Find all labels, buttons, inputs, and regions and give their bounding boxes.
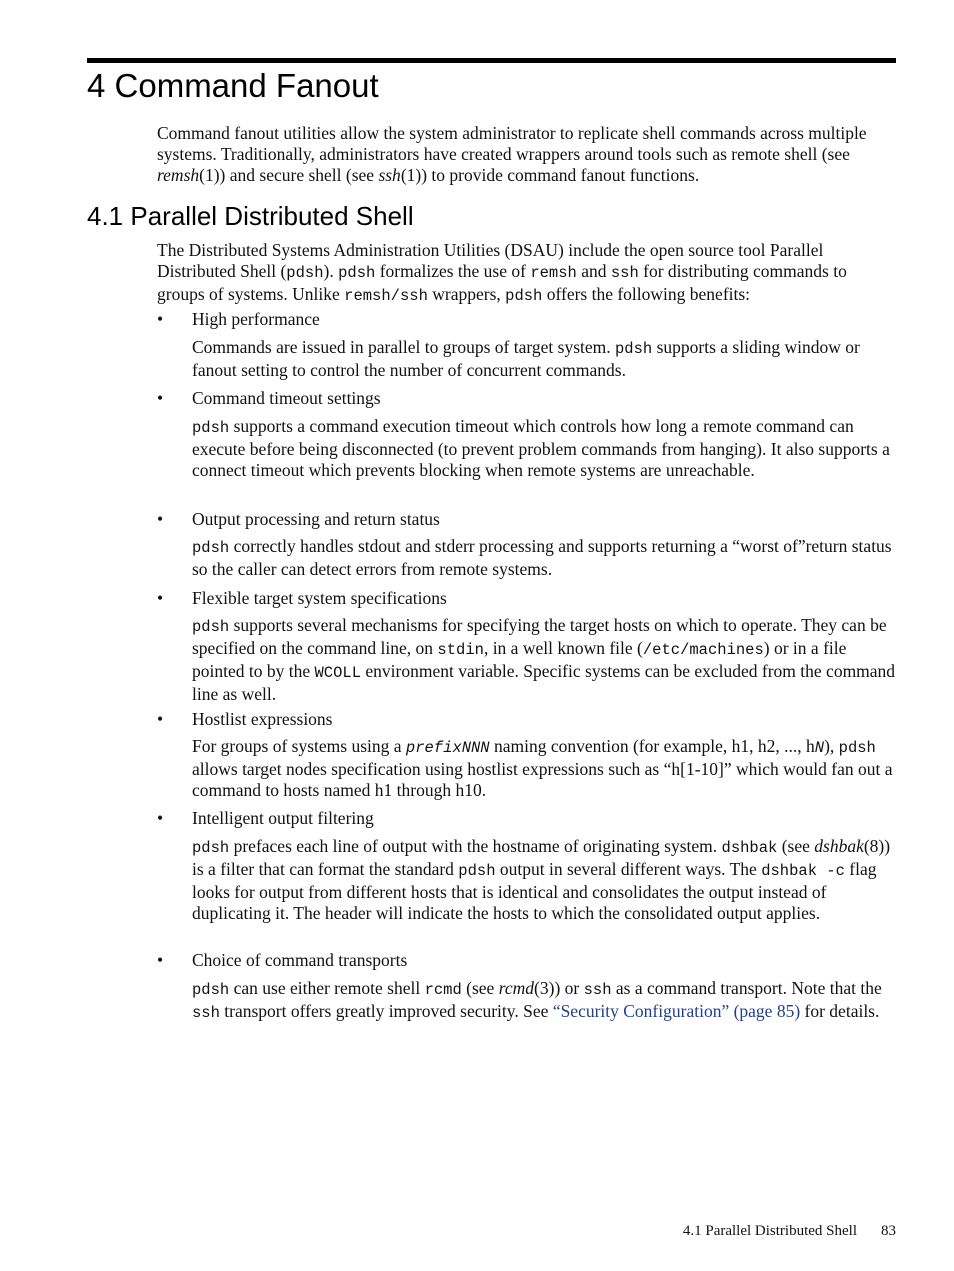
bullet-title-output-filtering: Intelligent output filtering (192, 808, 374, 828)
bullet-marker: • (157, 388, 164, 408)
bullet-title-hostlist: Hostlist expressions (192, 709, 333, 729)
intro-paragraph: Command fanout utilities allow the system administrator to replicate shell commands across multiple systems. Traditionally, administrators have created wrappers around tools such as remote shell (see remsh(1)) and secure shell (see ssh(1)) to provide command fanout functions. (157, 123, 867, 185)
bullet-desc-high-performance: Commands are issued in parallel to groups of target system. pdsh supports a sliding window or fanout setting to control the number of concurrent commands. (192, 337, 860, 380)
bullet-marker: • (157, 588, 164, 608)
page-number: 83 (881, 1223, 896, 1239)
bullet-marker: • (157, 808, 164, 828)
chapter-title: 4 Command Fanout (87, 67, 379, 104)
ssh-ref: ssh (378, 165, 401, 185)
bullet-marker: • (157, 950, 164, 970)
section-lead-paragraph: The Distributed Systems Administration Utilities (DSAU) include the open source tool Parallel Distributed Shell (pdsh). pdsh formalizes the use of remsh and ssh for distributing commands to groups of systems. Unlike remsh/ssh wrappers, pdsh offers the following benefits: (157, 240, 847, 305)
bullet-desc-target-spec: pdsh supports several mechanisms for specifying the target hosts on which to operate. They can be specified on the command line, on stdin, in a well known file (/etc/machines) or in a file pointed to by the WCOLL environment variable. Specific systems can be excluded from the command line as well. (192, 615, 896, 704)
bullet-marker: • (157, 309, 164, 329)
bullet-marker: • (157, 709, 164, 729)
bullet-title-timeout: Command timeout settings (192, 388, 381, 408)
remsh-ref: remsh (157, 165, 200, 185)
bullet-marker: • (157, 509, 164, 529)
bullet-desc-transports: pdsh can use either remote shell rcmd (see rcmd(3)) or ssh as a command transport. Note that the ssh transport offers greatly improved security. See “Security Configuration” (page 85) for details. (192, 978, 882, 1022)
security-configuration-link[interactable]: “Security Configuration” (page 85) (552, 1001, 801, 1021)
bullet-desc-timeout: pdsh supports a command execution timeout which controls how long a remote command can execute before being disconnected (to prevent problem commands from hanging). It also supports a connect timeout which prevents blocking when remote systems are unreachable. (192, 416, 890, 480)
section-title: 4.1 Parallel Distributed Shell (87, 201, 414, 231)
bullet-desc-hostlist: For groups of systems using a prefixNNN naming convention (for example, h1, h2, ..., hN), pdsh allows target nodes specification using hostlist expressions such as “h[1-10]” which would fan out a command to hosts named h1 through h10. (192, 736, 893, 800)
bullet-title-high-performance: High performance (192, 309, 320, 329)
bullet-title-output-processing: Output processing and return status (192, 509, 440, 529)
bullet-title-target-spec: Flexible target system specifications (192, 588, 447, 608)
chapter-rule (87, 58, 896, 63)
page-footer (683, 1221, 896, 1241)
bullet-title-transports: Choice of command transports (192, 950, 408, 970)
bullet-desc-output-filtering: pdsh prefaces each line of output with the hostname of originating system. dshbak (see dshbak(8)) is a filter that can format the standard pdsh output in several different ways. The dshbak -c flag looks for output from different hosts that is identical and consolidates the output instead of duplicating it. The header will indicate the hosts to which the consolidated output applies. (192, 836, 891, 923)
bullet-desc-output-processing: pdsh correctly handles stdout and stderr processing and supports returning a “worst of”return status so the caller can detect errors from remote systems. (192, 536, 892, 579)
footer-section: 4.1 Parallel Distributed Shell (682, 1223, 857, 1239)
